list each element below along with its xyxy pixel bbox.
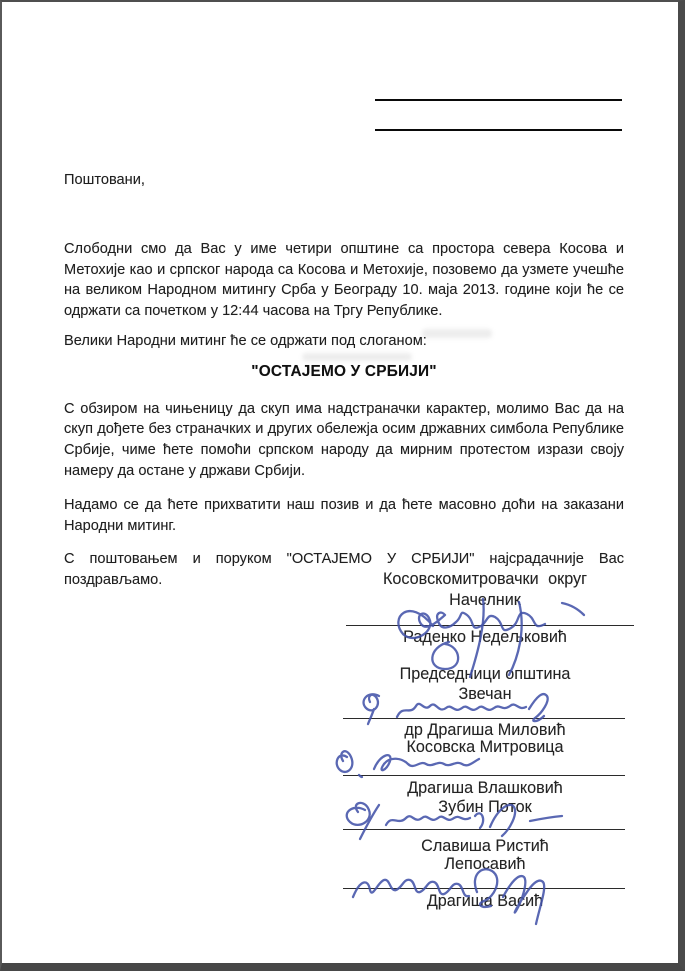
fill-in-line-1 (375, 99, 622, 101)
signer-vasic: Драгиша Васић (426, 892, 544, 910)
signer-milovic: др Драгиша Миловић (404, 721, 566, 739)
signature-ink-vasic (340, 856, 600, 928)
signature-ink-nedeljkovic (387, 590, 597, 680)
municipality-zubin-potok: Зубин Поток (438, 798, 532, 816)
district-signer-name: Раденко Недељковић (403, 628, 567, 646)
slogan-line: "ОСТАЈЕМО У СРБИЈИ" (251, 362, 437, 380)
salutation: Поштовани, (64, 172, 145, 188)
fill-in-line-2 (375, 129, 622, 131)
municipality-leposavic: Лепосавић (444, 855, 526, 873)
signer-vlaskovic: Драгиша Влашковић (407, 779, 563, 797)
district-role: Начелник (449, 591, 521, 609)
paragraph-nonpartisan: С обзиром на чињеницу да скуп има надстраначки карактер, молимо Вас да на скуп дођете без страначких и других обележја осим државних симбола Републике Србије, чиме ћете помоћи српском народу да мирним протестом изрази своју намеру да остане у држави Србији. (64, 400, 624, 479)
municipality-zvecan: Звечан (458, 685, 512, 703)
paragraph-slogan-intro: Велики Народни митинг ће се одржати под слоганом: (64, 332, 427, 349)
letter-body (64, 170, 624, 591)
paragraph-hope: Надамо се да ћете прихватити наш позив и да ћете масовно доћи на заказани Народни митинг. (64, 496, 624, 534)
municipality-mitrovica: Косовска Митровица (406, 738, 564, 756)
signer-ristic: Славиша Ристић (421, 837, 549, 855)
signature-ink-milovic (350, 688, 572, 730)
signature-ink-ristic (334, 798, 586, 844)
signature-ink-vlaskovic (330, 744, 490, 782)
paragraph-closing: С поштовањем и поруком "ОСТАЈЕМО У СРБИЈИ" најсрадачније Вас поздрављамо. (64, 551, 624, 589)
mayors-heading: Председници општина (399, 665, 571, 683)
paragraph-invitation: Слободни смо да Вас у име четири општине са простора севера Косова и Метохије као и српског народа са Косова и Метохије, позовемо да узмете учешће на великом Народном митингу Срба у Београду 10. маја 2013. године који ће се одржати са почетком у 12:44 часова на Тргу Републике. (64, 240, 624, 320)
district-title: Косовскомитровачки округ (382, 570, 588, 588)
